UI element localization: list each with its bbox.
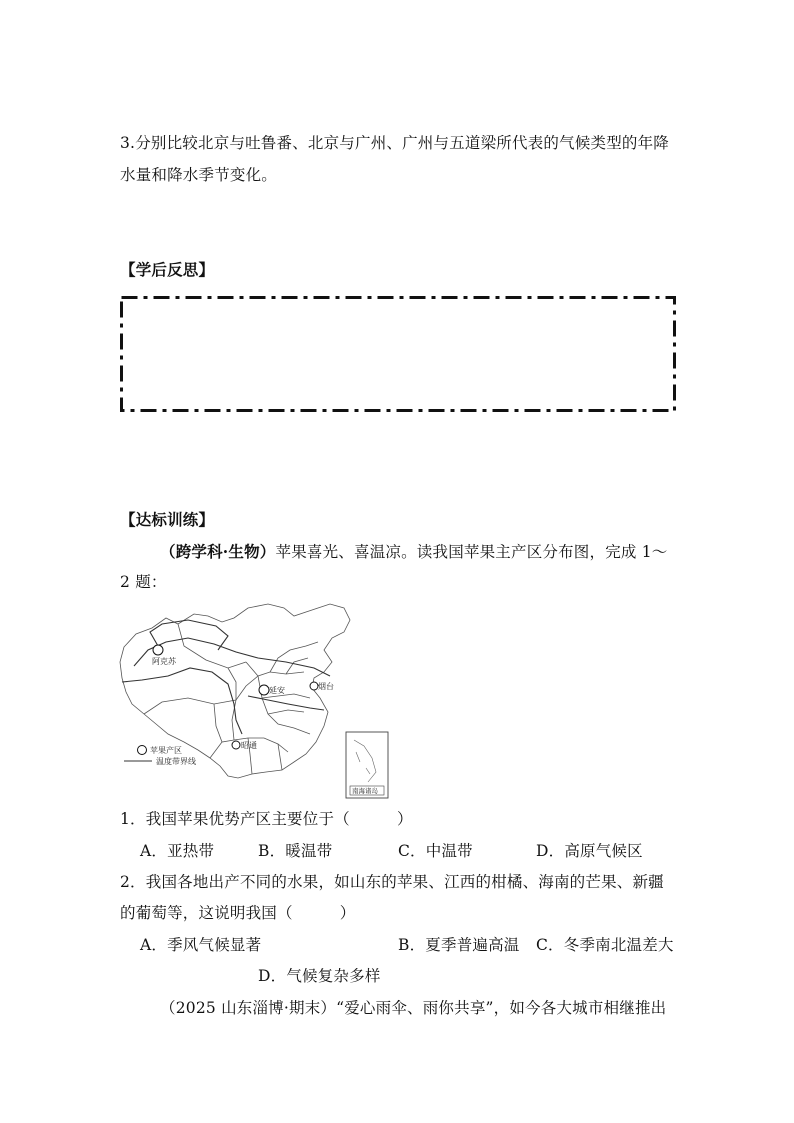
boundary-line-3 [248, 696, 324, 710]
reflection-box[interactable] [120, 296, 676, 412]
map-label-yantai: 烟台 [318, 682, 334, 691]
question-1-option-a[interactable]: A．亚热带 [140, 842, 215, 860]
question-2-option-a[interactable]: A．季风气候显著 [140, 936, 262, 954]
question-2-stem-line-2: 的葡萄等，这说明我国（ ） [120, 904, 356, 922]
legend-apple-label: 苹果产区 [150, 746, 182, 755]
question-2-option-c[interactable]: C．冬季南北温差大 [536, 936, 674, 954]
legend-apple-marker [138, 746, 147, 755]
question-3-line-2: 水量和降水季节变化。 [120, 166, 278, 184]
question-3-line-1: 3.分别比较北京与吐鲁番、北京与广州、广州与五道梁所代表的气候类型的年降 [120, 134, 669, 152]
apple-production-map [118, 602, 390, 800]
apple-region-marker-yanan [259, 685, 269, 695]
inset-label: 南海诸岛 [352, 787, 378, 795]
dash-dot-border [120, 296, 676, 412]
china-map-svg [118, 602, 390, 800]
map-label-akesu: 阿克苏 [152, 657, 176, 666]
apple-region-marker-akesu [153, 645, 163, 655]
practice-intro-text: 苹果喜光、喜温凉。读我国苹果主产区分布图，完成 1～ [275, 543, 668, 561]
question-2-option-d[interactable]: D．气候复杂多样 [258, 967, 381, 985]
boundary-line-4 [150, 620, 228, 650]
practice-heading: 【达标训练】 [120, 510, 215, 529]
map-label-zhaotong: 昭通 [241, 741, 257, 750]
practice-intro-line-1 [160, 544, 668, 561]
question-2-option-b[interactable]: B．夏季普遍高温 [398, 936, 520, 954]
apple-region-marker-zhaotong [232, 741, 240, 749]
boundary-line-2 [122, 668, 242, 734]
question-1-stem: 1．我国苹果优势产区主要位于（ ） [120, 810, 413, 828]
map-label-yanan: 延安 [269, 686, 285, 695]
legend-boundary-label: 温度带界线 [156, 757, 196, 766]
question-1-option-b[interactable]: B．暖温带 [258, 842, 333, 860]
question-2-stem-line-1: 2．我国各地出产不同的水果，如山东的苹果、江西的柑橘、海南的芒果、新疆 [120, 873, 664, 891]
next-question-intro: （2025 山东淄博·期末）“爱心雨伞、雨你共享”，如今各大城市相继推出 [160, 999, 667, 1017]
cross-subject-tag: （跨学科·生物） [160, 542, 276, 561]
practice-intro-line-2: 2 题： [120, 573, 167, 591]
apple-region-marker-yantai [310, 682, 318, 690]
question-1-option-d[interactable]: D．高原气候区 [536, 842, 643, 860]
question-1-option-c[interactable]: C．中温带 [398, 842, 473, 860]
reflection-heading: 【学后反思】 [120, 260, 215, 279]
